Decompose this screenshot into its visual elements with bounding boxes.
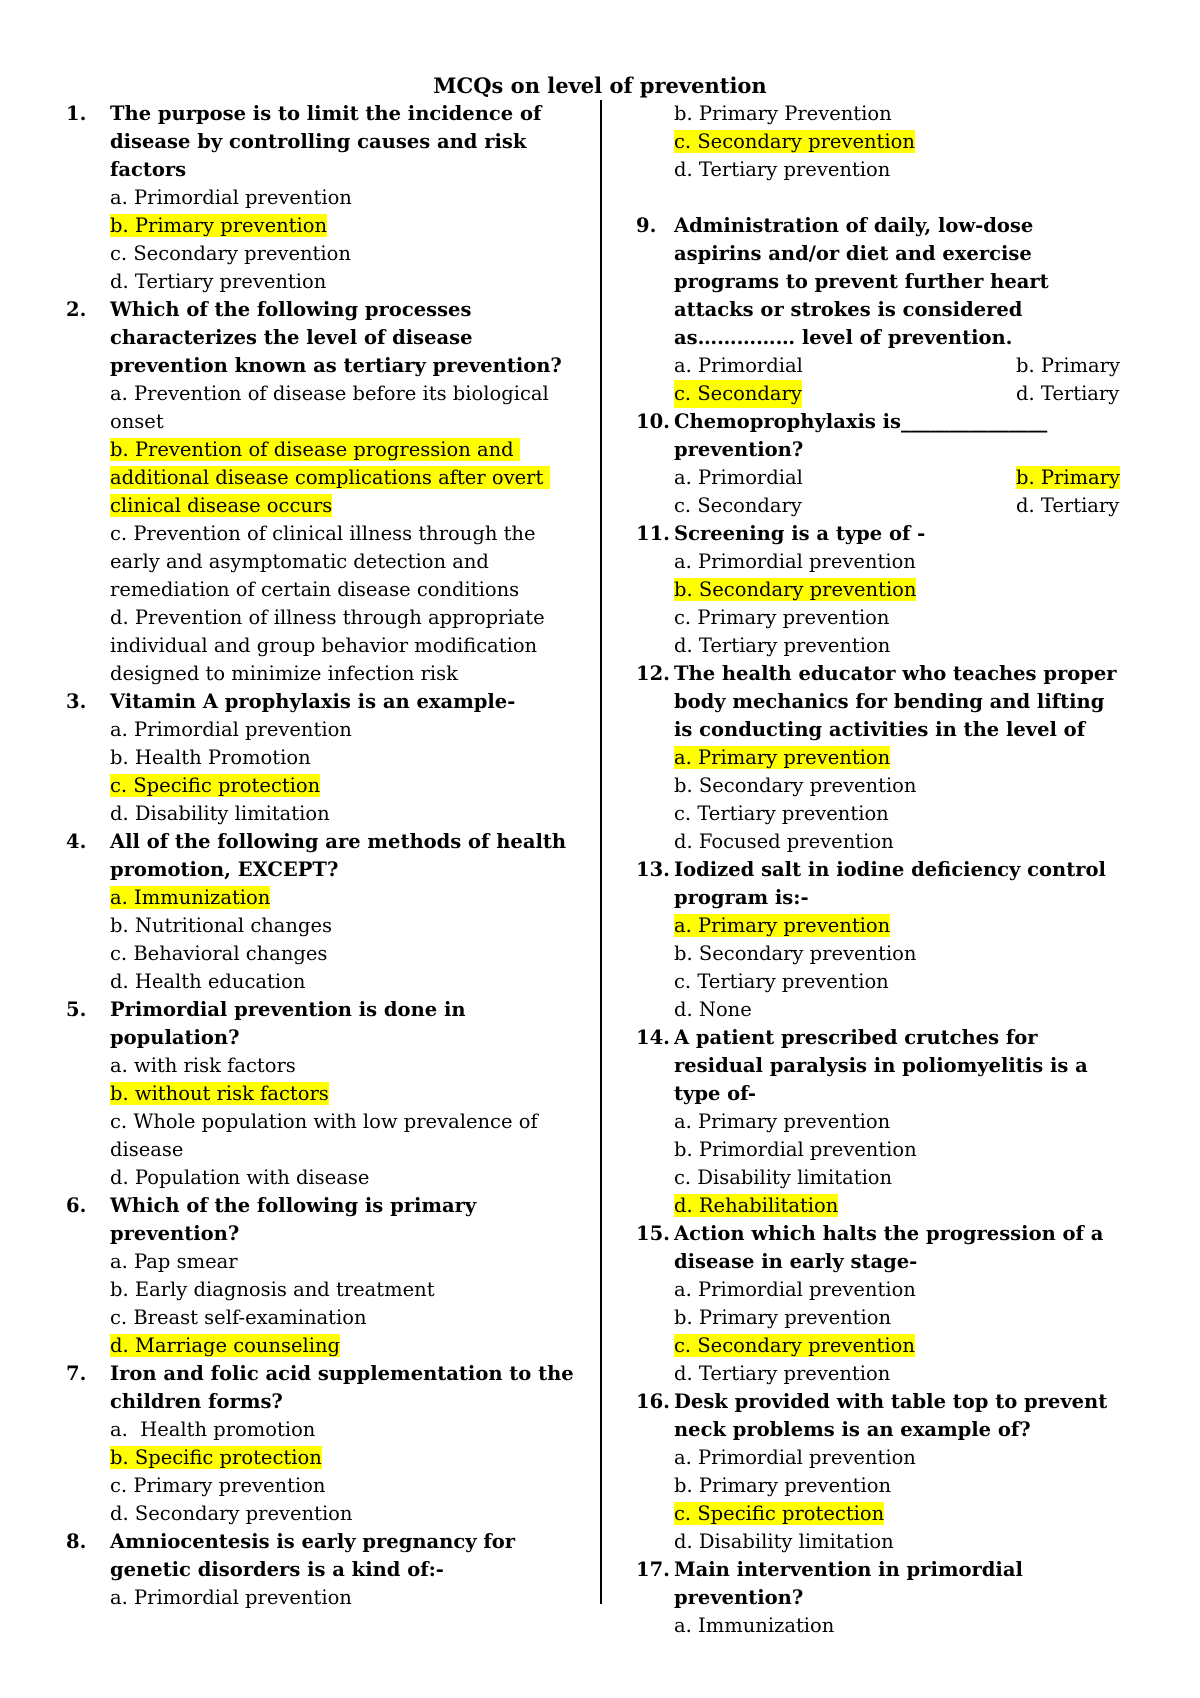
option: c. Secondary prevention: [674, 130, 915, 153]
question-5: [66, 996, 574, 1192]
option: c. Secondary prevention: [110, 242, 351, 265]
option: c. Primary prevention: [110, 1474, 326, 1497]
option: b. Primary: [1016, 354, 1121, 377]
question-10: [636, 408, 1122, 520]
option: c. Specific protection: [674, 1502, 885, 1525]
question-3: [66, 688, 574, 828]
option: d. Disability limitation: [674, 1530, 894, 1553]
question-number: 10.: [636, 410, 670, 433]
right-column: [636, 100, 1122, 1640]
option: b. Primary prevention: [674, 1474, 892, 1497]
question-number: 6.: [66, 1194, 87, 1217]
question-17: [636, 1556, 1122, 1640]
option: d. Health education: [110, 970, 306, 993]
option: a. Primordial prevention: [110, 1586, 352, 1609]
question-text: Primordial prevention is done in population?: [110, 998, 466, 1049]
option: d. Tertiary prevention: [674, 634, 891, 657]
question-14: [636, 1024, 1122, 1220]
option: b. Primary prevention: [110, 214, 328, 237]
question-text: Amniocentesis is early pregnancy for genetic disorders is a kind of:-: [110, 1530, 515, 1581]
question-text: Iron and folic acid supplementation to the children forms?: [110, 1362, 574, 1413]
question-number: 8.: [66, 1530, 87, 1553]
question-text: Main intervention in primordial prevention?: [674, 1558, 1023, 1609]
q8-continued-options: [674, 100, 1122, 184]
option: a. Primordial prevention: [674, 1278, 916, 1301]
question-1: [66, 100, 574, 296]
option: a. Primordial: [674, 354, 803, 377]
question-text: The purpose is to limit the incidence of disease by controlling causes and risk factors: [110, 102, 542, 181]
option: a. Primordial prevention: [674, 1446, 916, 1469]
option: d. Secondary prevention: [110, 1502, 353, 1525]
option-row: [674, 380, 1122, 408]
question-number: 9.: [636, 214, 657, 237]
question-13: [636, 856, 1122, 1024]
question-text: Vitamin A prophylaxis is an example-: [110, 690, 516, 713]
option: d. Tertiary: [1016, 382, 1120, 405]
option: a. Immunization: [674, 1614, 835, 1637]
question-8: [66, 1528, 574, 1612]
option: d. Disability limitation: [110, 802, 330, 825]
question-text: Iodized salt in iodine deficiency control program is:-: [674, 858, 1106, 909]
option: a. Prevention of disease before its biological onset: [110, 382, 555, 433]
question-number: 15.: [636, 1222, 670, 1245]
right-questions: [636, 520, 1122, 1640]
column-divider: [600, 100, 602, 1604]
question-number: 2.: [66, 298, 87, 321]
option: a. Health promotion: [110, 1418, 316, 1441]
question-text: Chemoprophylaxis is_______________ prevention?: [674, 410, 1048, 461]
question-number: 12.: [636, 662, 670, 685]
option: c. Primary prevention: [674, 606, 890, 629]
option: c. Secondary: [674, 494, 802, 517]
option: d. Population with disease: [110, 1166, 370, 1189]
option: a. Primary prevention: [674, 914, 891, 937]
option: b. without risk factors: [110, 1082, 329, 1105]
option: b. Primordial prevention: [674, 1138, 917, 1161]
option: d. Focused prevention: [674, 830, 894, 853]
option: b. Health Promotion: [110, 746, 311, 769]
question-11: [636, 520, 1122, 660]
option: b. Secondary prevention: [674, 578, 917, 601]
option: a. Primordial: [674, 466, 803, 489]
question-text: Action which halts the progression of a disease in early stage-: [674, 1222, 1104, 1273]
question-text: Desk provided with table top to prevent neck problems is an example of?: [674, 1390, 1108, 1441]
option: d. Tertiary: [1016, 494, 1120, 517]
question-number: 3.: [66, 690, 87, 713]
question-text: Which of the following processes characterizes the level of disease prevention known as tertiary prevention?: [110, 298, 562, 377]
option: d. Marriage counseling: [110, 1334, 341, 1357]
question-4: [66, 828, 574, 996]
option: d. Tertiary prevention: [674, 158, 891, 181]
question-text: Which of the following is primary prevention?: [110, 1194, 477, 1245]
option: d. Prevention of illness through appropriate individual and group behavior modification designed to minimize infection risk: [110, 606, 551, 685]
question-text: Screening is a type of -: [674, 522, 926, 545]
option: a. Pap smear: [110, 1250, 238, 1273]
option: a. Primordial prevention: [110, 186, 352, 209]
question-number: 7.: [66, 1362, 87, 1385]
option: c. Behavioral changes: [110, 942, 328, 965]
option: b. Secondary prevention: [674, 774, 917, 797]
option: c. Secondary prevention: [674, 1334, 915, 1357]
option: b. Prevention of disease progression and additional disease complications after overt clinical disease occurs: [110, 438, 550, 517]
option: c. Tertiary prevention: [674, 802, 889, 825]
question-number: 16.: [636, 1390, 670, 1413]
option: a. Primary prevention: [674, 1110, 891, 1133]
question-number: 4.: [66, 830, 87, 853]
question-text: The health educator who teaches proper body mechanics for bending and lifting is conducting activities in the level of: [674, 662, 1117, 741]
option: b. Early diagnosis and treatment: [110, 1278, 435, 1301]
option: b. Primary: [1016, 466, 1121, 489]
option: b. Primary prevention: [674, 1306, 892, 1329]
option: d. None: [674, 998, 752, 1021]
option: d. Rehabilitation: [674, 1194, 839, 1217]
question-number: 14.: [636, 1026, 670, 1049]
option: c. Disability limitation: [674, 1166, 893, 1189]
question-number: 13.: [636, 858, 670, 881]
option-row: [674, 352, 1122, 380]
option: b. Primary Prevention: [674, 102, 892, 125]
question-number: 17.: [636, 1558, 670, 1581]
question-9: [636, 212, 1122, 408]
option-row: [674, 464, 1122, 492]
option: d. Tertiary prevention: [110, 270, 327, 293]
option: a. with risk factors: [110, 1054, 296, 1077]
option: a. Immunization: [110, 886, 271, 909]
question-text: A patient prescribed crutches for residual paralysis in poliomyelitis is a type of-: [674, 1026, 1088, 1105]
option: b. Nutritional changes: [110, 914, 333, 937]
question-7: [66, 1360, 574, 1528]
option: b. Specific protection: [110, 1446, 322, 1469]
question-12: [636, 660, 1122, 856]
page-title: MCQs on level of prevention: [433, 73, 767, 98]
question-number: 5.: [66, 998, 87, 1021]
option: c. Specific protection: [110, 774, 321, 797]
option: d. Tertiary prevention: [674, 1362, 891, 1385]
option: c. Breast self-examination: [110, 1306, 367, 1329]
question-15: [636, 1220, 1122, 1388]
question-text: Administration of daily, low-dose aspirins and/or diet and exercise programs to prevent further heart attacks or strokes is considered as…………… level of prevention.: [674, 214, 1049, 349]
left-column: [66, 100, 574, 1612]
option: a. Primordial prevention: [674, 550, 916, 573]
question-number: 1.: [66, 102, 87, 125]
question-text: All of the following are methods of health promotion, EXCEPT?: [110, 830, 567, 881]
question-2: [66, 296, 574, 688]
option-row: [674, 492, 1122, 520]
option: c. Secondary: [674, 380, 802, 408]
question-number: 11.: [636, 522, 670, 545]
option: b. Secondary prevention: [674, 942, 917, 965]
question-16: [636, 1388, 1122, 1556]
option: c. Whole population with low prevalence of disease: [110, 1110, 544, 1161]
option: a. Primary prevention: [674, 746, 891, 769]
option: c. Tertiary prevention: [674, 970, 889, 993]
question-6: [66, 1192, 574, 1360]
option: c. Prevention of clinical illness through the early and asymptomatic detection and remediation of certain disease conditions: [110, 522, 542, 601]
option: a. Primordial prevention: [110, 718, 352, 741]
